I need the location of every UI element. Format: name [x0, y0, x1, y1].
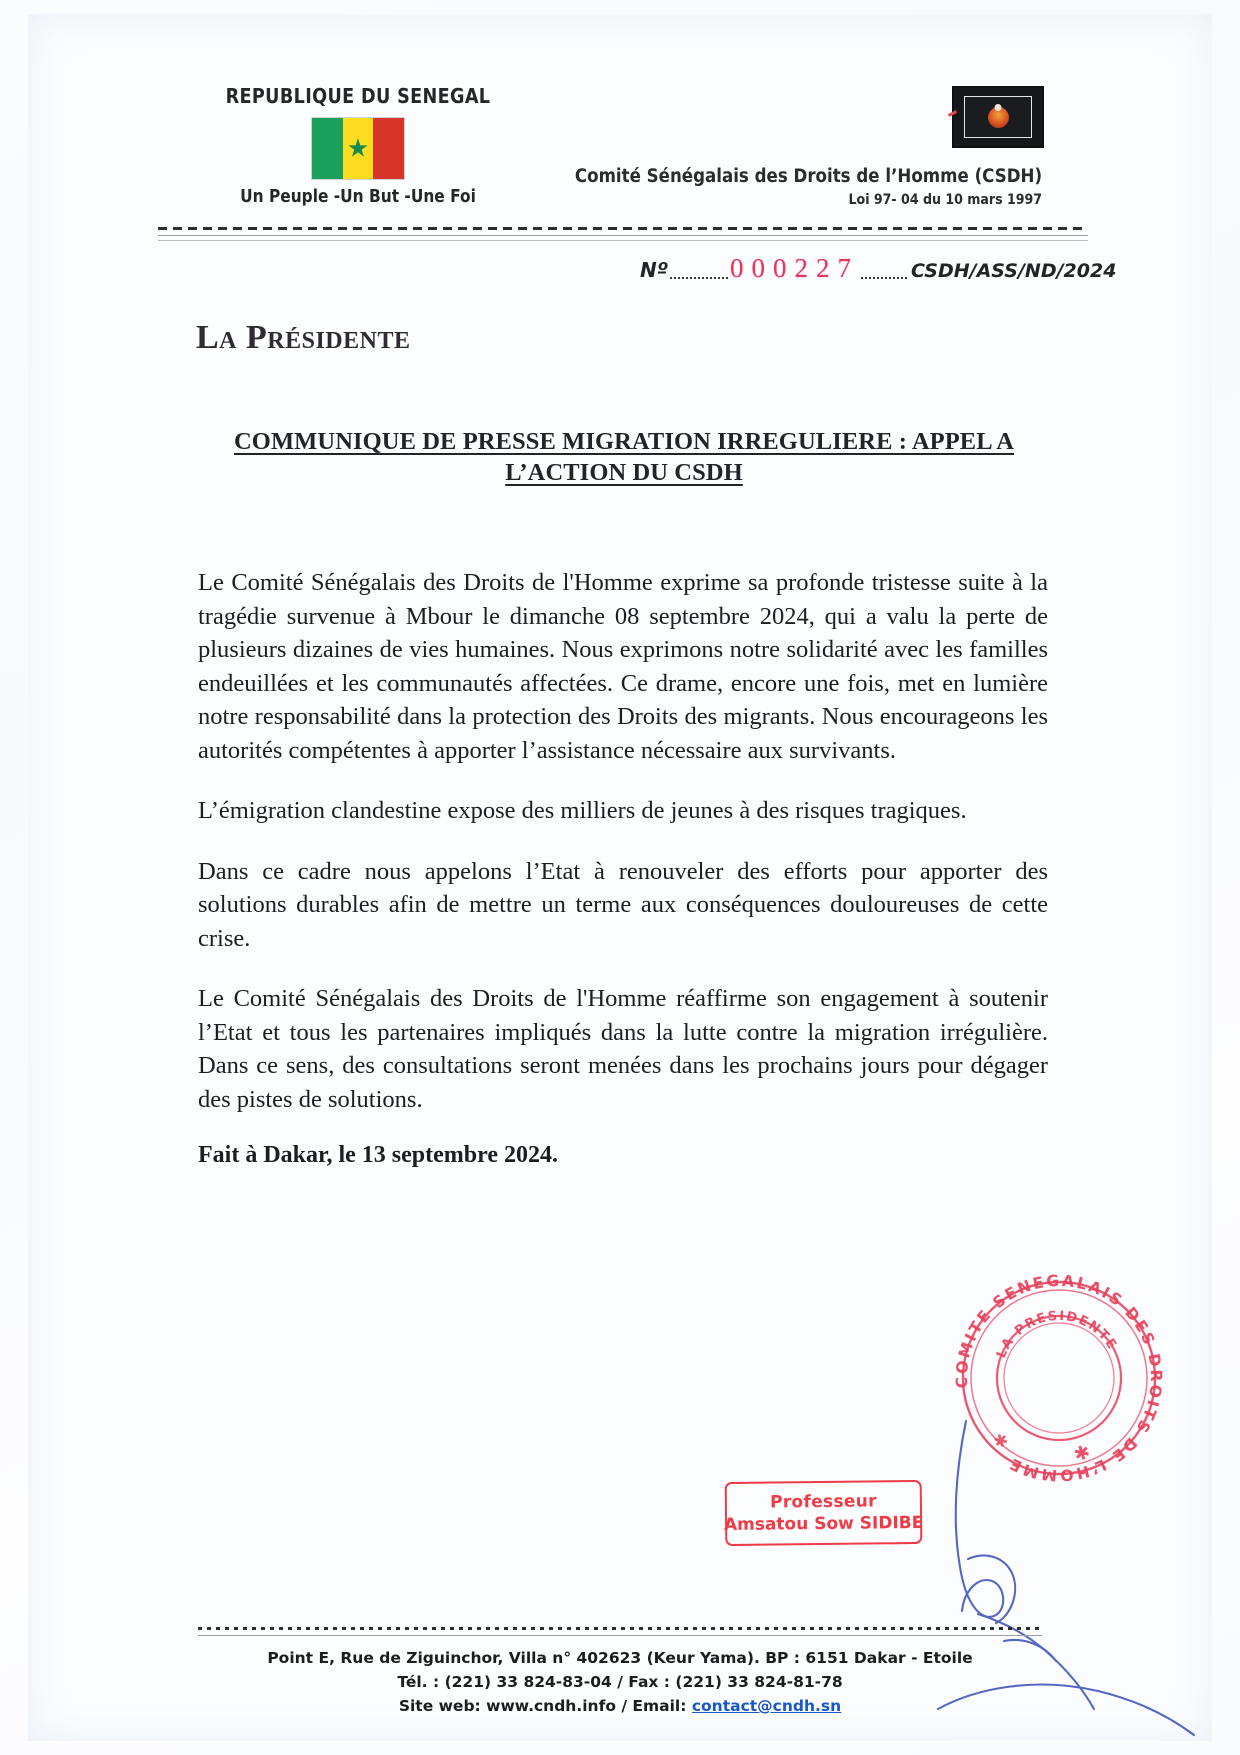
- header-solid-rule-secondary: [158, 240, 1088, 241]
- flag-band-red: [373, 118, 404, 179]
- reference-suffix-code: CSDH/ASS/ND/2024: [911, 260, 1117, 282]
- organization-name: Comité Sénégalais des Droits de l’Homme (CSDH): [574, 166, 1042, 187]
- body-paragraph-1: Le Comité Sénégalais des Droits de l'Homme exprime sa profonde tristesse suite à la tragédie survenue à Mbour le dimanche 08 septembre 2024, qui a valu la perte de plusieurs dizaines de vies humaines. Nous exprimons notre solidarité avec les familles endeuillées et les communautés affectées. Ce drame, encore une fois, met en lumière notre responsabilité dans la protection des Droits des migrants. Nous encourageons les autorités compétentes à apporter l’assistance nécessaire aux survivants.: [198, 569, 1048, 764]
- reference-number-line: [640, 246, 1117, 283]
- header-left-block: [193, 84, 523, 207]
- svg-text:✱: ✱: [991, 1430, 1011, 1453]
- footer-web-line: [198, 1694, 1042, 1718]
- reference-number-handwritten: 000227: [730, 253, 860, 283]
- header-dashed-rule: [158, 227, 1088, 230]
- document-body: [198, 566, 1048, 1169]
- stamp-name-line: Amsatou Sow SIDIBE: [723, 1512, 924, 1536]
- footer-solid-rule: [198, 1635, 1042, 1636]
- reference-dots-right: [861, 263, 907, 279]
- stamp-title-line: Professeur: [769, 1491, 877, 1513]
- logo-inner-frame: [964, 96, 1032, 138]
- svg-text:✱: ✱: [1071, 1441, 1093, 1467]
- body-paragraph-2: L’émigration clandestine expose des milliers de jeunes à des risques tragiques.: [198, 797, 967, 824]
- reference-prefix: Nº: [640, 258, 669, 282]
- footer-phone: Tél. : (221) 33 824-83-04 / Fax : (221) 33 824-81-78: [397, 1673, 843, 1691]
- svg-text:COMITE SENEGALAIS DES DROITS D: COMITE SENEGALAIS DES DROITS DE L’HOMME: [952, 1271, 1166, 1485]
- svg-text:LA PRESIDENTE: LA PRESIDENTE: [993, 1308, 1120, 1361]
- document-headline: [200, 426, 1048, 488]
- organization-law-reference: Loi 97- 04 du 10 mars 1997: [848, 192, 1042, 208]
- header-solid-rule: [158, 235, 1088, 236]
- body-paragraph-3: Dans ce cadre nous appelons l’Etat à renouveler des efforts pour apporter des solutions durables afin de mettre un terme aux conséquences douloureuses de cette crise.: [198, 857, 1048, 952]
- footer-address: Point E, Rue de Ziguinchor, Villa n° 402623 (Keur Yama). BP : 6151 Dakar - Etoile: [267, 1649, 973, 1667]
- header-right-block: [523, 166, 1042, 208]
- body-paragraph-4: Le Comité Sénégalais des Droits de l'Homme réaffirme son engagement à soutenir l’Etat et tous les partenaires impliqués dans la lutte contre la migration irrégulière. Dans ce sens, des consultations seront menées dans les prochains jours pour dégager des pistes de solutions.: [198, 985, 1048, 1113]
- flag-band-yellow: [343, 118, 374, 179]
- headline-line-2: L’ACTION DU CSDH: [505, 459, 743, 486]
- footer-contact-block: [198, 1646, 1042, 1718]
- republic-title: REPUBLIQUE DU SENEGAL: [225, 84, 491, 108]
- csdh-logo-icon: [952, 86, 1044, 148]
- flag-band-green: [312, 118, 343, 179]
- national-motto: Un Peuple -Un But -Une Foi: [240, 187, 476, 207]
- professor-name-stamp: [725, 1480, 923, 1546]
- reference-dots-left: [670, 263, 728, 279]
- footer-dashed-rule: [198, 1627, 1042, 1630]
- footer-email-link[interactable]: contact@cndh.sn: [691, 1697, 842, 1715]
- role-title: La Présidente: [196, 319, 411, 356]
- footer-website-label: Site web: www.cndh.info / Email:: [398, 1697, 692, 1715]
- logo-emblem-figure: [988, 107, 1009, 128]
- place-and-date: Fait à Dakar, le 13 septembre 2024.: [198, 1142, 558, 1168]
- flag-star-icon: ★: [346, 135, 370, 162]
- headline-line-1: COMMUNIQUE DE PRESSE MIGRATION IRREGULIERE : APPEL A: [234, 428, 1014, 455]
- senegal-flag-icon: [311, 117, 405, 180]
- paper-sheet: [28, 14, 1212, 1741]
- official-round-seal: [920, 1239, 1197, 1516]
